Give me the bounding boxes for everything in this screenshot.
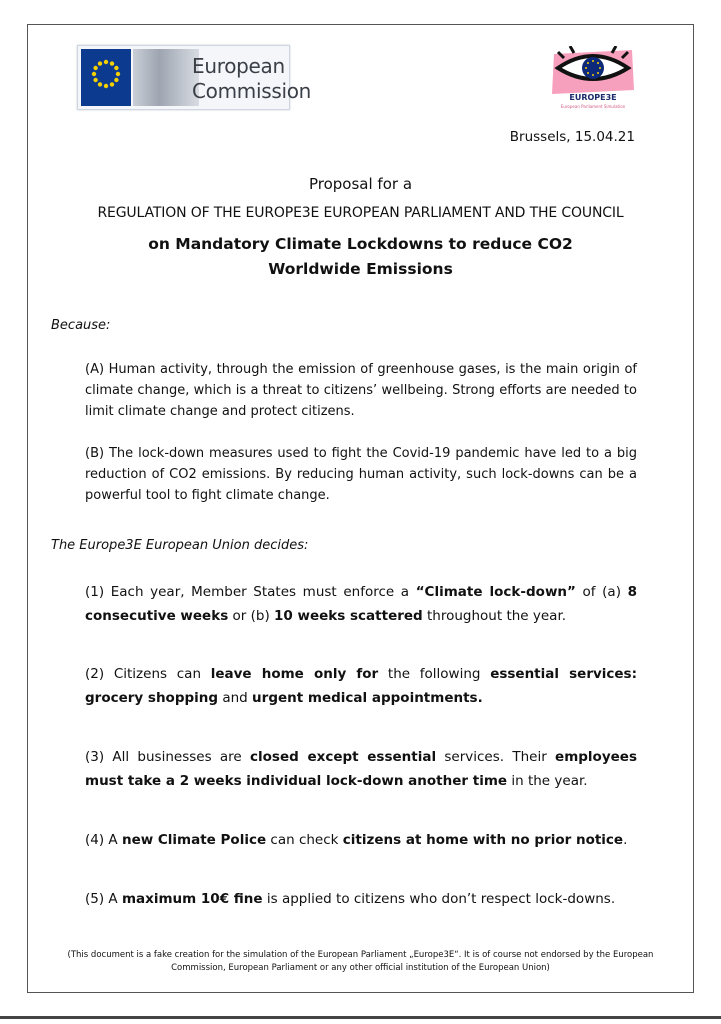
europe3e-logo-text: EUROPE3E: [569, 93, 617, 102]
decision-item-1: (1) Each year, Member States must enforce a “Climate lock-down” of (a) 8 consecutive weeks or (b) 10 weeks scattered throughout the year.: [85, 584, 637, 624]
ec-logo-text-line1: European: [192, 54, 285, 78]
bottom-rule: [0, 1016, 721, 1019]
european-commission-logo: [77, 45, 312, 110]
document-date: Brussels, 15.04.21: [509, 129, 635, 145]
decision-item-5: (5) A maximum 10€ fine is applied to citizens who don’t respect lock-downs.: [85, 891, 616, 907]
disclaimer-text: (This document is a fake creation for the simulation of the European Parliament „Europe3E“. It is of course not endorsed by the European Commission, European Parliament or any other official institution of the European Union): [67, 950, 654, 973]
ec-logo-text-line2: Commission: [192, 79, 312, 103]
proposal-heading: Proposal for a: [308, 175, 413, 193]
building-graphic: [133, 49, 199, 106]
decision-item-2: (2) Citizens can leave home only for the following essential services: grocery shopping and urgent medical appointments.: [85, 666, 637, 706]
europe3e-logo-subtext: European Parliament Simulation: [560, 104, 626, 109]
decisions-intro: The Europe3E European Union decides:: [51, 538, 309, 553]
recitals-intro: Because:: [51, 318, 111, 333]
recital-b: (B) The lock-down measures used to fight the Covid-19 pandemic have led to a big reduction of CO2 emissions. By reducing human activity, such lock-downs can be a powerful tool to fight climate change.: [85, 446, 637, 503]
document-title-line2: Worldwide Emissions: [268, 260, 453, 278]
regulation-heading: REGULATION OF THE EUROPE3E EUROPEAN PARLIAMENT AND THE COUNCIL: [97, 205, 624, 221]
decision-item-4: (4) A new Climate Police can check citizens at home with no prior notice.: [85, 832, 628, 848]
recital-a: (A) Human activity, through the emission of greenhouse gases, is the main origin of climate change, which is a threat to citizens’ wellbeing. Strong efforts are needed to limit climate change and protect citizens.: [85, 362, 637, 419]
eu-flag-icon: [81, 49, 131, 106]
decision-item-3: (3) All businesses are closed except essential services. Their employees must take a 2 weeks individual lock-down another time in the year.: [85, 749, 637, 789]
document-title-line1: on Mandatory Climate Lockdowns to reduce CO2: [148, 235, 573, 253]
